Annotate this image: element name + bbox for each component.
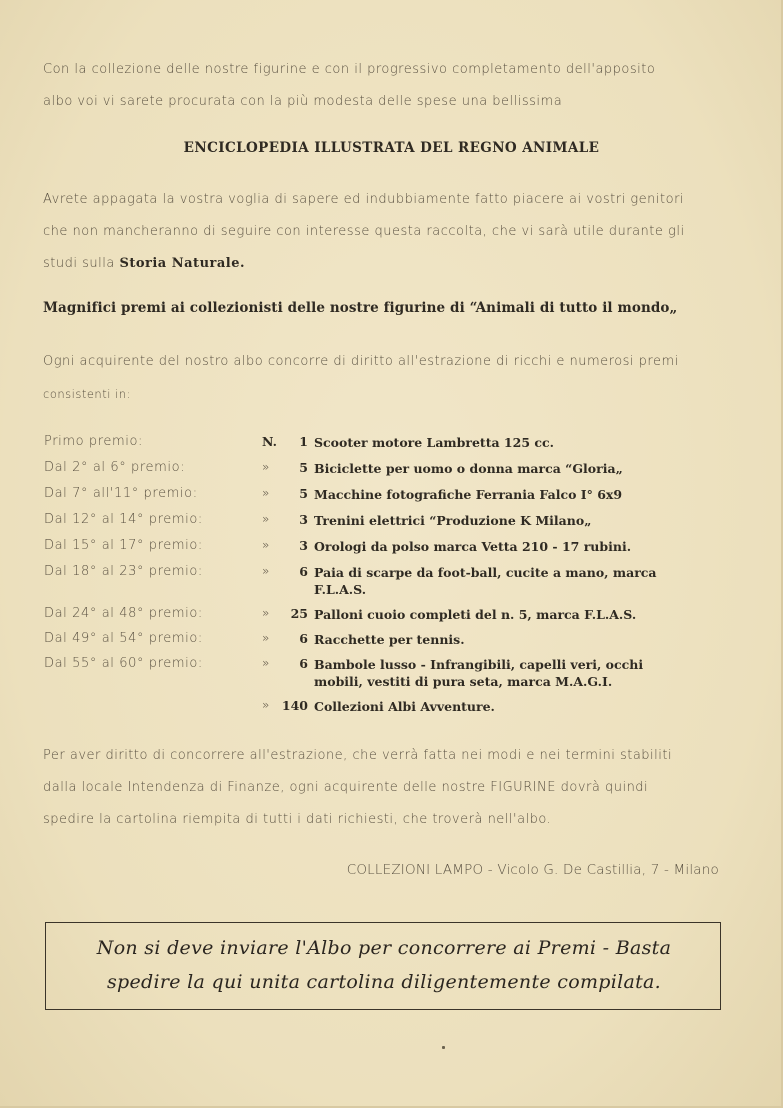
prize-quantity: 3 bbox=[299, 512, 308, 527]
prize-ditto-mark: » bbox=[262, 486, 270, 500]
prize-rank: Primo premio: bbox=[44, 434, 144, 449]
prize-ditto-mark: » bbox=[262, 631, 270, 645]
prize-quantity: 6 bbox=[299, 656, 308, 671]
prize-quantity: 6 bbox=[299, 564, 308, 579]
notice-box bbox=[45, 922, 721, 1010]
second-paragraph bbox=[43, 184, 723, 280]
fourth-paragraph bbox=[43, 740, 723, 836]
prize-ditto-mark: » bbox=[262, 656, 270, 670]
para2-line-2: che non mancheranno di seguire con interesse questa raccolta, che vi sarà utile durante gli bbox=[43, 224, 685, 239]
prize-ditto-mark: » bbox=[262, 606, 270, 620]
prize-rank: Dal 12° al 14° premio: bbox=[44, 512, 203, 527]
prize-ditto-mark: N. bbox=[262, 434, 277, 449]
intro-line-2: albo voi vi sarete procurata con la più modesta delle spese una bellissima bbox=[43, 94, 563, 109]
prizes-heading: Magnifici premi ai collezionisti delle nostre figurine di “Animali di tutto il mondo„ bbox=[43, 300, 678, 316]
third-paragraph bbox=[43, 346, 723, 410]
para2-line-1: Avrete appagata la vostra voglia di sapere ed indubbiamente fatto piacere ai vostri genitori bbox=[43, 192, 685, 207]
prize-description: Trenini elettrici “Produzione K Milano„ bbox=[314, 513, 592, 528]
para3-line-2: consistenti in: bbox=[43, 387, 131, 401]
prize-quantity: 5 bbox=[299, 486, 308, 501]
para4-line-2: dalla locale Intendenza di Finanze, ogni acquirente delle nostre FIGURINE dovrà quindi bbox=[43, 780, 649, 795]
prize-ditto-mark: » bbox=[262, 564, 270, 578]
para4-line-1: Per aver diritto di concorrere all'estrazione, che verrà fatta nei modi e nei termini stabiliti bbox=[43, 748, 673, 763]
prize-ditto-mark: » bbox=[262, 512, 270, 526]
company-signature: COLLEZIONI LAMPO - Vicolo G. De Castillia, 7 - Milano bbox=[346, 862, 719, 878]
prize-description: Collezioni Albi Avventure. bbox=[314, 699, 495, 714]
prize-description: Orologi da polso marca Vetta 210 - 17 rubini. bbox=[314, 539, 632, 554]
document-title: ENCICLOPEDIA ILLUSTRATA DEL REGNO ANIMALE bbox=[183, 140, 600, 156]
ink-speck bbox=[442, 1046, 445, 1049]
prize-rank: Dal 18° al 23° premio: bbox=[44, 564, 203, 579]
intro-line-1: Con la collezione delle nostre figurine e con il progressivo completamento dell'apposito bbox=[43, 62, 656, 77]
prize-ditto-mark: » bbox=[262, 460, 270, 474]
para2-line-3-text: studi sulla bbox=[43, 256, 120, 271]
prize-ditto-mark: » bbox=[262, 698, 270, 712]
prize-ditto-mark: » bbox=[262, 538, 270, 552]
intro-paragraph bbox=[43, 54, 723, 118]
prize-description: Scooter motore Lambretta 125 cc. bbox=[314, 435, 554, 450]
prize-quantity: 3 bbox=[299, 538, 308, 553]
prize-rank: Dal 49° al 54° premio: bbox=[44, 631, 203, 646]
prize-description: Biciclette per uomo o donna marca “Gloria„ bbox=[314, 461, 623, 476]
prize-description: Bambole lusso - Infrangibili, capelli veri, occhi mobili, vestiti di pura seta, marca M.A.G.I. bbox=[314, 657, 644, 689]
prize-rank: Dal 15° al 17° premio: bbox=[44, 538, 203, 553]
prize-quantity: 5 bbox=[299, 460, 308, 475]
prize-rank: Dal 2° al 6° premio: bbox=[44, 460, 186, 475]
para4-line-3: spedire la cartolina riempita di tutti i dati richiesti, che troverà nell'albo. bbox=[43, 812, 552, 827]
prize-rank: Dal 24° al 48° premio: bbox=[44, 606, 203, 621]
prize-description: Macchine fotografiche Ferrania Falco I° 6x9 bbox=[314, 487, 623, 502]
notice-line-1: Non si deve inviare l'Albo per concorrere ai Premi - Basta bbox=[96, 937, 672, 959]
para2-line-3 bbox=[43, 248, 723, 280]
prize-rank: Dal 7° all'11° premio: bbox=[44, 486, 198, 501]
notice-line-2: spedire la qui unita cartolina diligentemente compilata. bbox=[106, 971, 662, 993]
prize-quantity: 1 bbox=[299, 434, 308, 449]
prize-description: Paia di scarpe da foot-ball, cucite a mano, marca F.L.A.S. bbox=[314, 565, 657, 597]
prize-quantity: 25 bbox=[290, 606, 308, 621]
prize-quantity: 6 bbox=[299, 631, 308, 646]
prize-description: Palloni cuoio completi del n. 5, marca F.L.A.S. bbox=[314, 607, 637, 622]
prize-quantity: 140 bbox=[281, 698, 308, 713]
para3-line-1: Ogni acquirente del nostro albo concorre di diritto all'estrazione di ricchi e numerosi premi bbox=[43, 354, 679, 369]
prize-description: Racchette per tennis. bbox=[314, 632, 465, 647]
prize-rank: Dal 55° al 60° premio: bbox=[44, 656, 203, 671]
para2-line-3-bold: Storia Naturale. bbox=[119, 256, 246, 271]
